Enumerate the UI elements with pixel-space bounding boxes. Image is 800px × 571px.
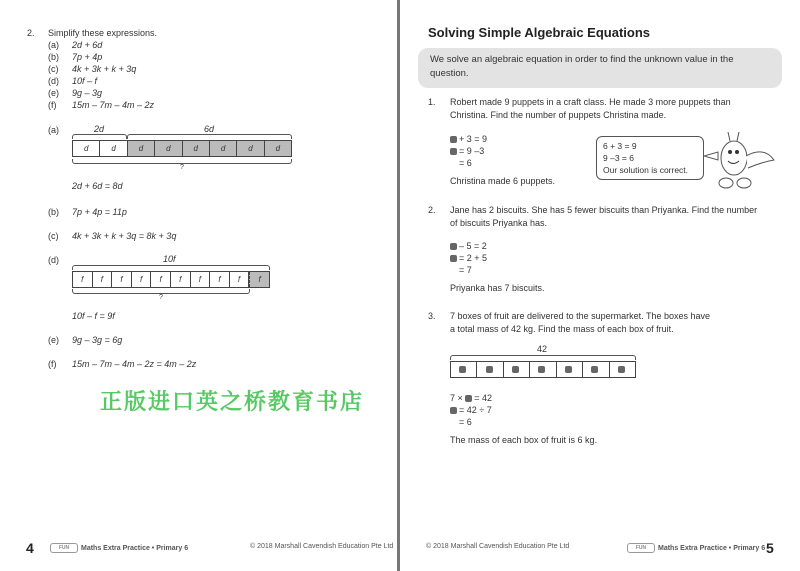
brace-label-6d: 6d [204,124,215,134]
series-title: Maths Extra Practice • Primary 6 [658,544,766,552]
bar-cell: d [210,141,237,156]
bar-cell [610,362,635,377]
answer-e: 9g – 3g = 6g [72,335,123,345]
unknown-box-icon [450,255,457,262]
unknown-box-icon [450,407,457,414]
question-number: 1. [428,97,436,107]
right-page [400,0,800,571]
bar-cell: d [237,141,264,156]
answer-d: 10f – f = 9f [72,311,115,321]
brace-6d [127,134,292,139]
copyright: © 2018 Marshall Cavendish Education Pte Ltd [250,543,394,550]
bar-cell: d [128,141,155,156]
equation: 7 × = 42 [450,393,493,403]
brace-total [450,355,636,360]
bar-cell: f [112,272,132,287]
question-number: 2. [27,28,35,38]
bar-cell [583,362,609,377]
question-text: of biscuits Priyanka has. [450,218,548,228]
question-text: 7 boxes of fruit are delivered to the supermarket. The boxes have [450,311,710,321]
page-number: 4 [26,540,34,556]
series-footer [627,543,765,553]
intro-box: We solve an algebraic equation in order to find the unknown value in the question. [418,48,782,88]
series-title: Maths Extra Practice • Primary 6 [81,544,189,552]
bar-cell: f [191,272,211,287]
bar-cell [504,362,530,377]
answer-a: 2d + 6d = 8d [72,181,123,191]
brace-2d [72,134,127,139]
logo: FUN [627,543,655,553]
question-number: 3. [428,311,436,321]
question-text: a total mass of 42 kg. Find the mass of each box of fruit. [450,324,674,334]
item-label: (e) [48,88,59,98]
bar-model-f [72,271,270,288]
bar-cell: d [183,141,210,156]
bar-cell: d [265,141,291,156]
item-expression: 9g – 3g [72,88,103,98]
bar-cell: d [73,141,100,156]
part-label: (e) [48,335,59,345]
bar-cell: d [100,141,127,156]
item-expression: 15m – 7m – 4m – 2z [72,100,155,110]
part-label: (d) [48,255,59,265]
part-label: (f) [48,359,57,369]
question-text: Simplify these expressions. [48,28,158,38]
question-text: Robert made 9 puppets in a craft class. He made 3 more puppets than [450,97,731,107]
answer-c: 4k + 3k + k + 3q = 8k + 3q [72,231,177,241]
unknown-box-icon [465,395,472,402]
bar-cell [451,362,477,377]
bar-cell [557,362,583,377]
bar-cell: d [155,141,182,156]
answer-f: 15m – 7m – 4m – 2z = 4m – 2z [72,359,197,369]
page-title: Solving Simple Algebraic Equations [428,25,651,40]
question-number: 2. [428,205,436,215]
mascot-icon [704,128,778,194]
bar-cell: f [132,272,152,287]
brace-label-10f: 10f [163,254,176,264]
equation: = 9 –3 [450,146,484,156]
question-text: Jane has 2 biscuits. She has 5 fewer biscuits than Priyanka. Find the number [450,205,758,215]
series-footer [50,543,188,553]
unknown-mark: ? [180,164,184,171]
item-label: (a) [48,40,59,50]
answer: Christina made 6 puppets. [450,176,556,186]
bubble-line: Our solution is correct. [603,165,689,175]
item-label: (c) [48,64,59,74]
bar-cell: f [151,272,171,287]
item-label: (d) [48,76,59,86]
answer: The mass of each box of fruit is 6 kg. [450,435,598,445]
bar-cell-removed: f [249,272,269,287]
part-label: (c) [48,231,59,241]
item-expression: 4k + 3k + k + 3q [72,64,137,74]
bar-model-boxes [450,361,636,378]
left-page [0,0,398,571]
item-label: (b) [48,52,59,62]
equation: = 6 [459,158,472,168]
bubble-line: 6 + 3 = 9 [603,141,637,151]
bubble-line: 9 –3 = 6 [603,153,634,163]
bar-cell: f [73,272,93,287]
answer-b: 7p + 4p = 11p [72,207,127,217]
item-label: (f) [48,100,57,110]
equation: = 42 ÷ 7 [450,405,492,415]
answer: Priyanka has 7 biscuits. [450,283,545,293]
logo: FUN [50,543,78,553]
bar-cell: f [93,272,113,287]
watermark: 正版进口英之桥教育书店 [100,390,365,415]
bar-cell [530,362,556,377]
bar-cell: f [210,272,230,287]
item-expression: 10f – f [72,76,98,86]
speech-bubble [596,136,704,180]
unknown-box-icon [450,148,457,155]
equation: = 2 + 5 [450,253,487,263]
equation: = 6 [459,417,472,427]
copyright: © 2018 Marshall Cavendish Education Pte Ltd [426,543,570,550]
equation: – 5 = 2 [450,241,487,251]
unknown-mark: ? [159,294,163,301]
question-text: Christina. Find the number of puppets Christina made. [450,110,667,120]
equation: + 3 = 9 [450,134,487,144]
bar-cell: f [230,272,250,287]
bar-model-d [72,140,292,157]
unknown-box-icon [450,243,457,250]
bar-cell: f [171,272,191,287]
equation: = 7 [459,265,472,275]
part-label: (a) [48,125,59,135]
brace-10f [72,265,270,270]
part-label: (b) [48,207,59,217]
item-expression: 2d + 6d [72,40,103,50]
unknown-box-icon [450,136,457,143]
total-label: 42 [537,344,548,354]
bar-cell [477,362,503,377]
brace-label-2d: 2d [94,124,105,134]
page-number: 5 [766,540,774,556]
item-expression: 7p + 4p [72,52,103,62]
